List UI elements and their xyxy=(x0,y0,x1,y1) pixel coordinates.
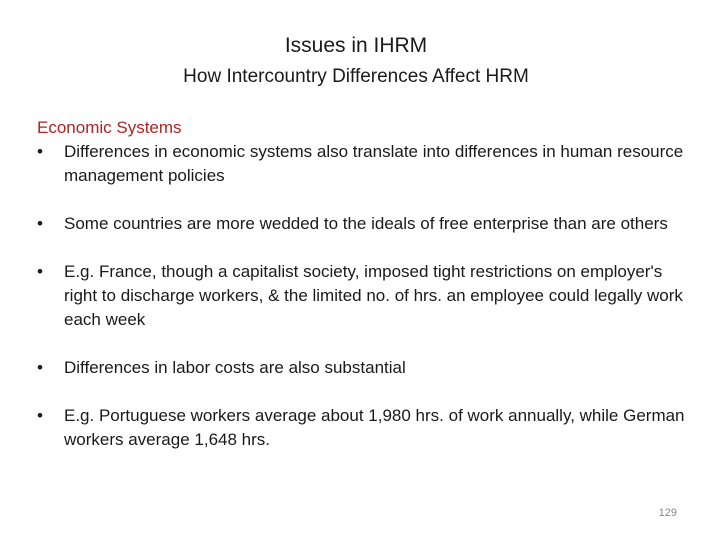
bullet-text: E.g. France, though a capitalist society, imposed tight restrictions on employer's right to discharge workers, & the limited no. of hrs. an employee could legally work each week xyxy=(64,262,683,329)
page-number: 129 xyxy=(658,507,677,519)
bullet-text: Some countries are more wedded to the ideals of free enterprise than are others xyxy=(64,214,668,233)
bullet-item xyxy=(37,212,697,236)
section-heading: Economic Systems xyxy=(37,118,182,137)
bullet-item xyxy=(37,260,697,332)
bullet-icon: • xyxy=(37,358,43,377)
bullet-icon: • xyxy=(37,406,43,425)
bullet-item xyxy=(37,140,697,188)
bullet-list xyxy=(37,140,697,476)
bullet-item xyxy=(37,404,697,452)
bullet-text: Differences in labor costs are also substantial xyxy=(64,358,406,377)
bullet-icon: • xyxy=(37,214,43,233)
slide-subtitle: How Intercountry Differences Affect HRM xyxy=(183,66,529,87)
bullet-item xyxy=(37,356,697,380)
bullet-icon: • xyxy=(37,262,43,281)
bullet-icon: • xyxy=(37,142,43,161)
slide-title: Issues in IHRM xyxy=(284,34,428,57)
bullet-text: Differences in economic systems also translate into differences in human resource management policies xyxy=(64,142,684,185)
bullet-text: E.g. Portuguese workers average about 1,980 hrs. of work annually, while German workers average 1,648 hrs. xyxy=(64,406,685,449)
